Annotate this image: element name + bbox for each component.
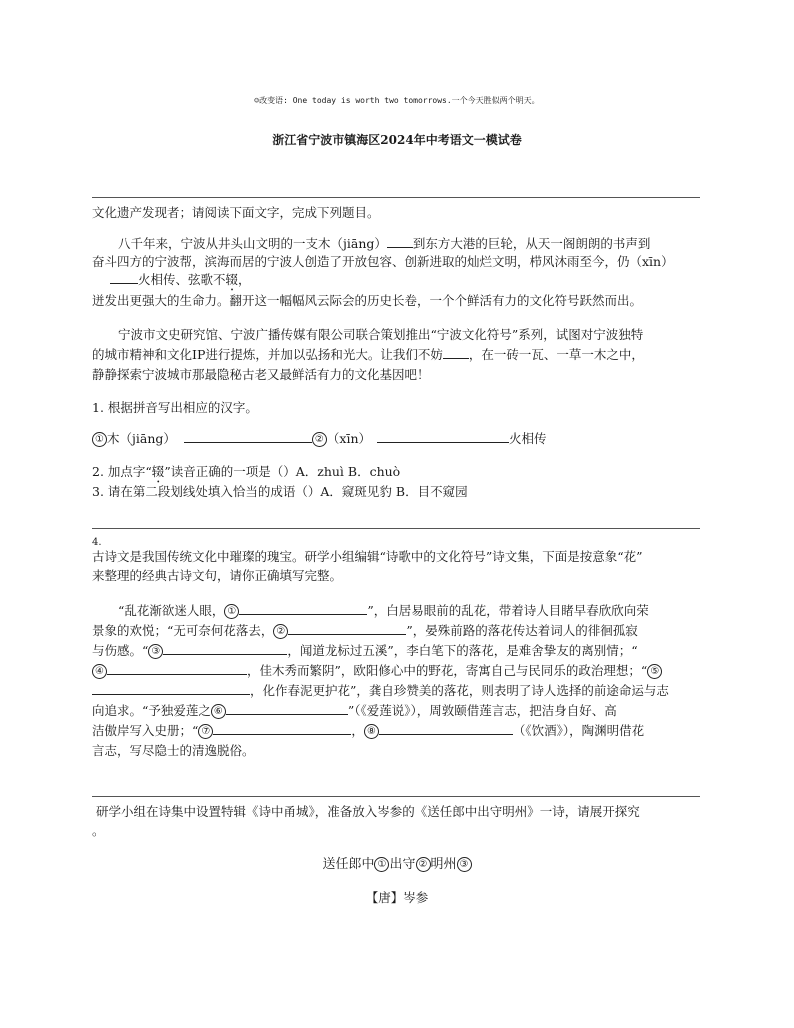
answer-blank[interactable] [443,346,469,359]
text: ，闻道龙标过五溪”，李白笔下的落花，是难舍挚友的离别情；“ [287,643,638,658]
text: 向追求。“予独爱莲之 [92,703,211,718]
question-4-number: 4. [92,537,102,548]
text: 火相传 [509,431,547,446]
poem-fill-line-6 [92,702,700,720]
question-4-intro-line-2: 来整理的经典古诗文句，请你正确填写完整。 [92,568,343,583]
text: ”（《爱莲说》），周敦颐借莲言志，把洁身自好、高 [347,703,617,718]
circled-number: ② [273,624,288,639]
dotted-char: 辍 [151,464,165,479]
paragraph-1-line-1 [118,235,700,253]
text: 与伤感。“ [92,643,149,658]
text: 景象的欢悦；“无可奈何花落去， [92,623,274,638]
text: 到东方大港的巨轮，从天一阁朗朗的书声到 [412,236,651,251]
text: ”，晏殊前路的落花传达着词人的徘徊孤寂 [406,623,638,638]
answer-blank[interactable] [92,682,250,695]
circled-number: ② [312,432,327,447]
text: ，佳木秀而繁阴”，欧阳修心中的野花，寄寓自己与民同乐的政治理想；“ [247,663,648,678]
circled-number: ⑧ [364,724,379,739]
answer-blank[interactable] [107,662,247,675]
text: 的城市精神和文化IP进行提炼，并加以弘扬和光大。让我们不妨 [92,347,443,362]
question-4-intro-line-1: 古诗文是我国传统文化中璀璨的瑰宝。研学小组编辑“诗歌中的文化符号”诗文集，下面是按意象“花” [92,549,643,564]
answer-blank[interactable] [288,622,406,635]
answer-blank[interactable] [379,722,513,735]
poem-fill-line-2 [92,622,700,640]
text: 火相传、弦歌不 [138,272,226,287]
text: 出守 [389,857,416,872]
answer-blank[interactable] [110,271,138,284]
text: ”读音正确的一项是（）A．zhuì B．chuò [164,464,401,479]
poem-fill-line-1 [118,602,700,620]
circled-number: ③ [457,857,472,872]
paragraph-2-line-3: 静静探索宁波城市那最隐秘古老又最鲜活有力的文化基因吧！ [92,367,430,382]
paragraph-1-line-2: 奋斗四方的宁波帮，滨海而居的宁波人创造了开放包容、创新进取的灿烂文明，栉风沐雨至今，仍（xīn） [92,254,674,269]
text: 木（jiāng） [107,431,176,446]
text: “乱花渐欲迷人眼， [118,603,225,618]
paragraph-1-line-3 [92,271,700,294]
dotted-char: 辍 [225,272,239,287]
section-divider [92,796,700,797]
circled-number: ⑦ [198,724,213,739]
text: ，在一砖一瓦、一草一木之中， [468,347,644,362]
paragraph-1-line-4: 迸发出更强大的生命力。翻开这一幅幅风云际会的历史长卷，一个个鲜活有力的文化符号跃然而出。 [92,293,643,308]
page-title: 浙江省宁波市镇海区2024年中考语文一模试卷 [272,133,522,147]
poem-author: 【唐】岑参 [365,890,429,905]
circled-number: ③ [148,644,163,659]
poem-fill-line-5 [92,682,700,700]
text: （《饮酒》），陶渊明借花 [512,723,645,738]
circled-number: ① [224,604,239,619]
text: ， [238,272,251,287]
answer-blank[interactable] [184,430,312,443]
section3-intro-line-2: 。 [92,823,105,838]
section-divider [92,528,700,529]
poem-fill-line-8: 言志，写尽隐士的清逸脱俗。 [92,743,255,758]
circled-number: ① [92,432,107,447]
question-1: 1. 根据拼音写出相应的汉字。 [92,400,258,415]
header-motto: ☺改变语: One today is worth two tomorrows.一个今天胜似两个明天。 [254,96,540,105]
poem-fill-line-7 [92,722,700,740]
circled-number: ⑥ [211,704,226,719]
section-divider [92,197,700,198]
poem-fill-line-3 [92,642,700,660]
text: ，化作春泥更护花”，龚自珍赞美的落花，则表明了诗人选择的前途命运与志 [250,683,669,698]
answer-blank[interactable] [387,235,413,248]
text: ”，白居易眼前的乱花，带着诗人目睹早春欣欣向荣 [367,603,649,618]
answer-blank[interactable] [239,602,367,615]
circled-number: ⑤ [647,664,662,679]
text: ， [351,723,364,738]
text: 送任郎中 [322,857,375,872]
paragraph-2-line-2 [92,346,700,364]
text: 明州 [430,857,457,872]
poem-title [0,856,794,874]
text: 洁傲岸写入史册；“ [92,723,199,738]
circled-number: ② [416,857,431,872]
answer-blank[interactable] [377,430,509,443]
text: 2. 加点字“ [92,464,152,479]
circled-number: ④ [92,664,107,679]
text: （xīn） [326,431,371,446]
question-1-blanks [92,430,700,448]
answer-blank[interactable] [226,702,348,715]
answer-blank[interactable] [213,722,351,735]
paragraph-2-line-1: 宁波市文史研究馆、宁波广播传媒有限公司联合策划推出“宁波文化符号”系列，试图对宁波独特 [118,327,644,342]
answer-blank[interactable] [163,642,287,655]
section3-intro-line-1: 研学小组在诗集中设置特辑《诗中甬城》，准备放入岑参的《送任郎中出守明州》一诗，请展开探究 [96,804,640,819]
circled-number: ① [374,857,389,872]
text: 八千年来，宁波从井头山文明的一支木（jiāng） [118,236,387,251]
poem-fill-line-4 [92,662,700,680]
question-3: 3. 请在第二段划线处填入恰当的成语（）A．窥斑见豹 B．目不窥园 [92,484,468,499]
section1-intro: 文化遗产发现者；请阅读下面文字，完成下列题目。 [92,205,380,220]
